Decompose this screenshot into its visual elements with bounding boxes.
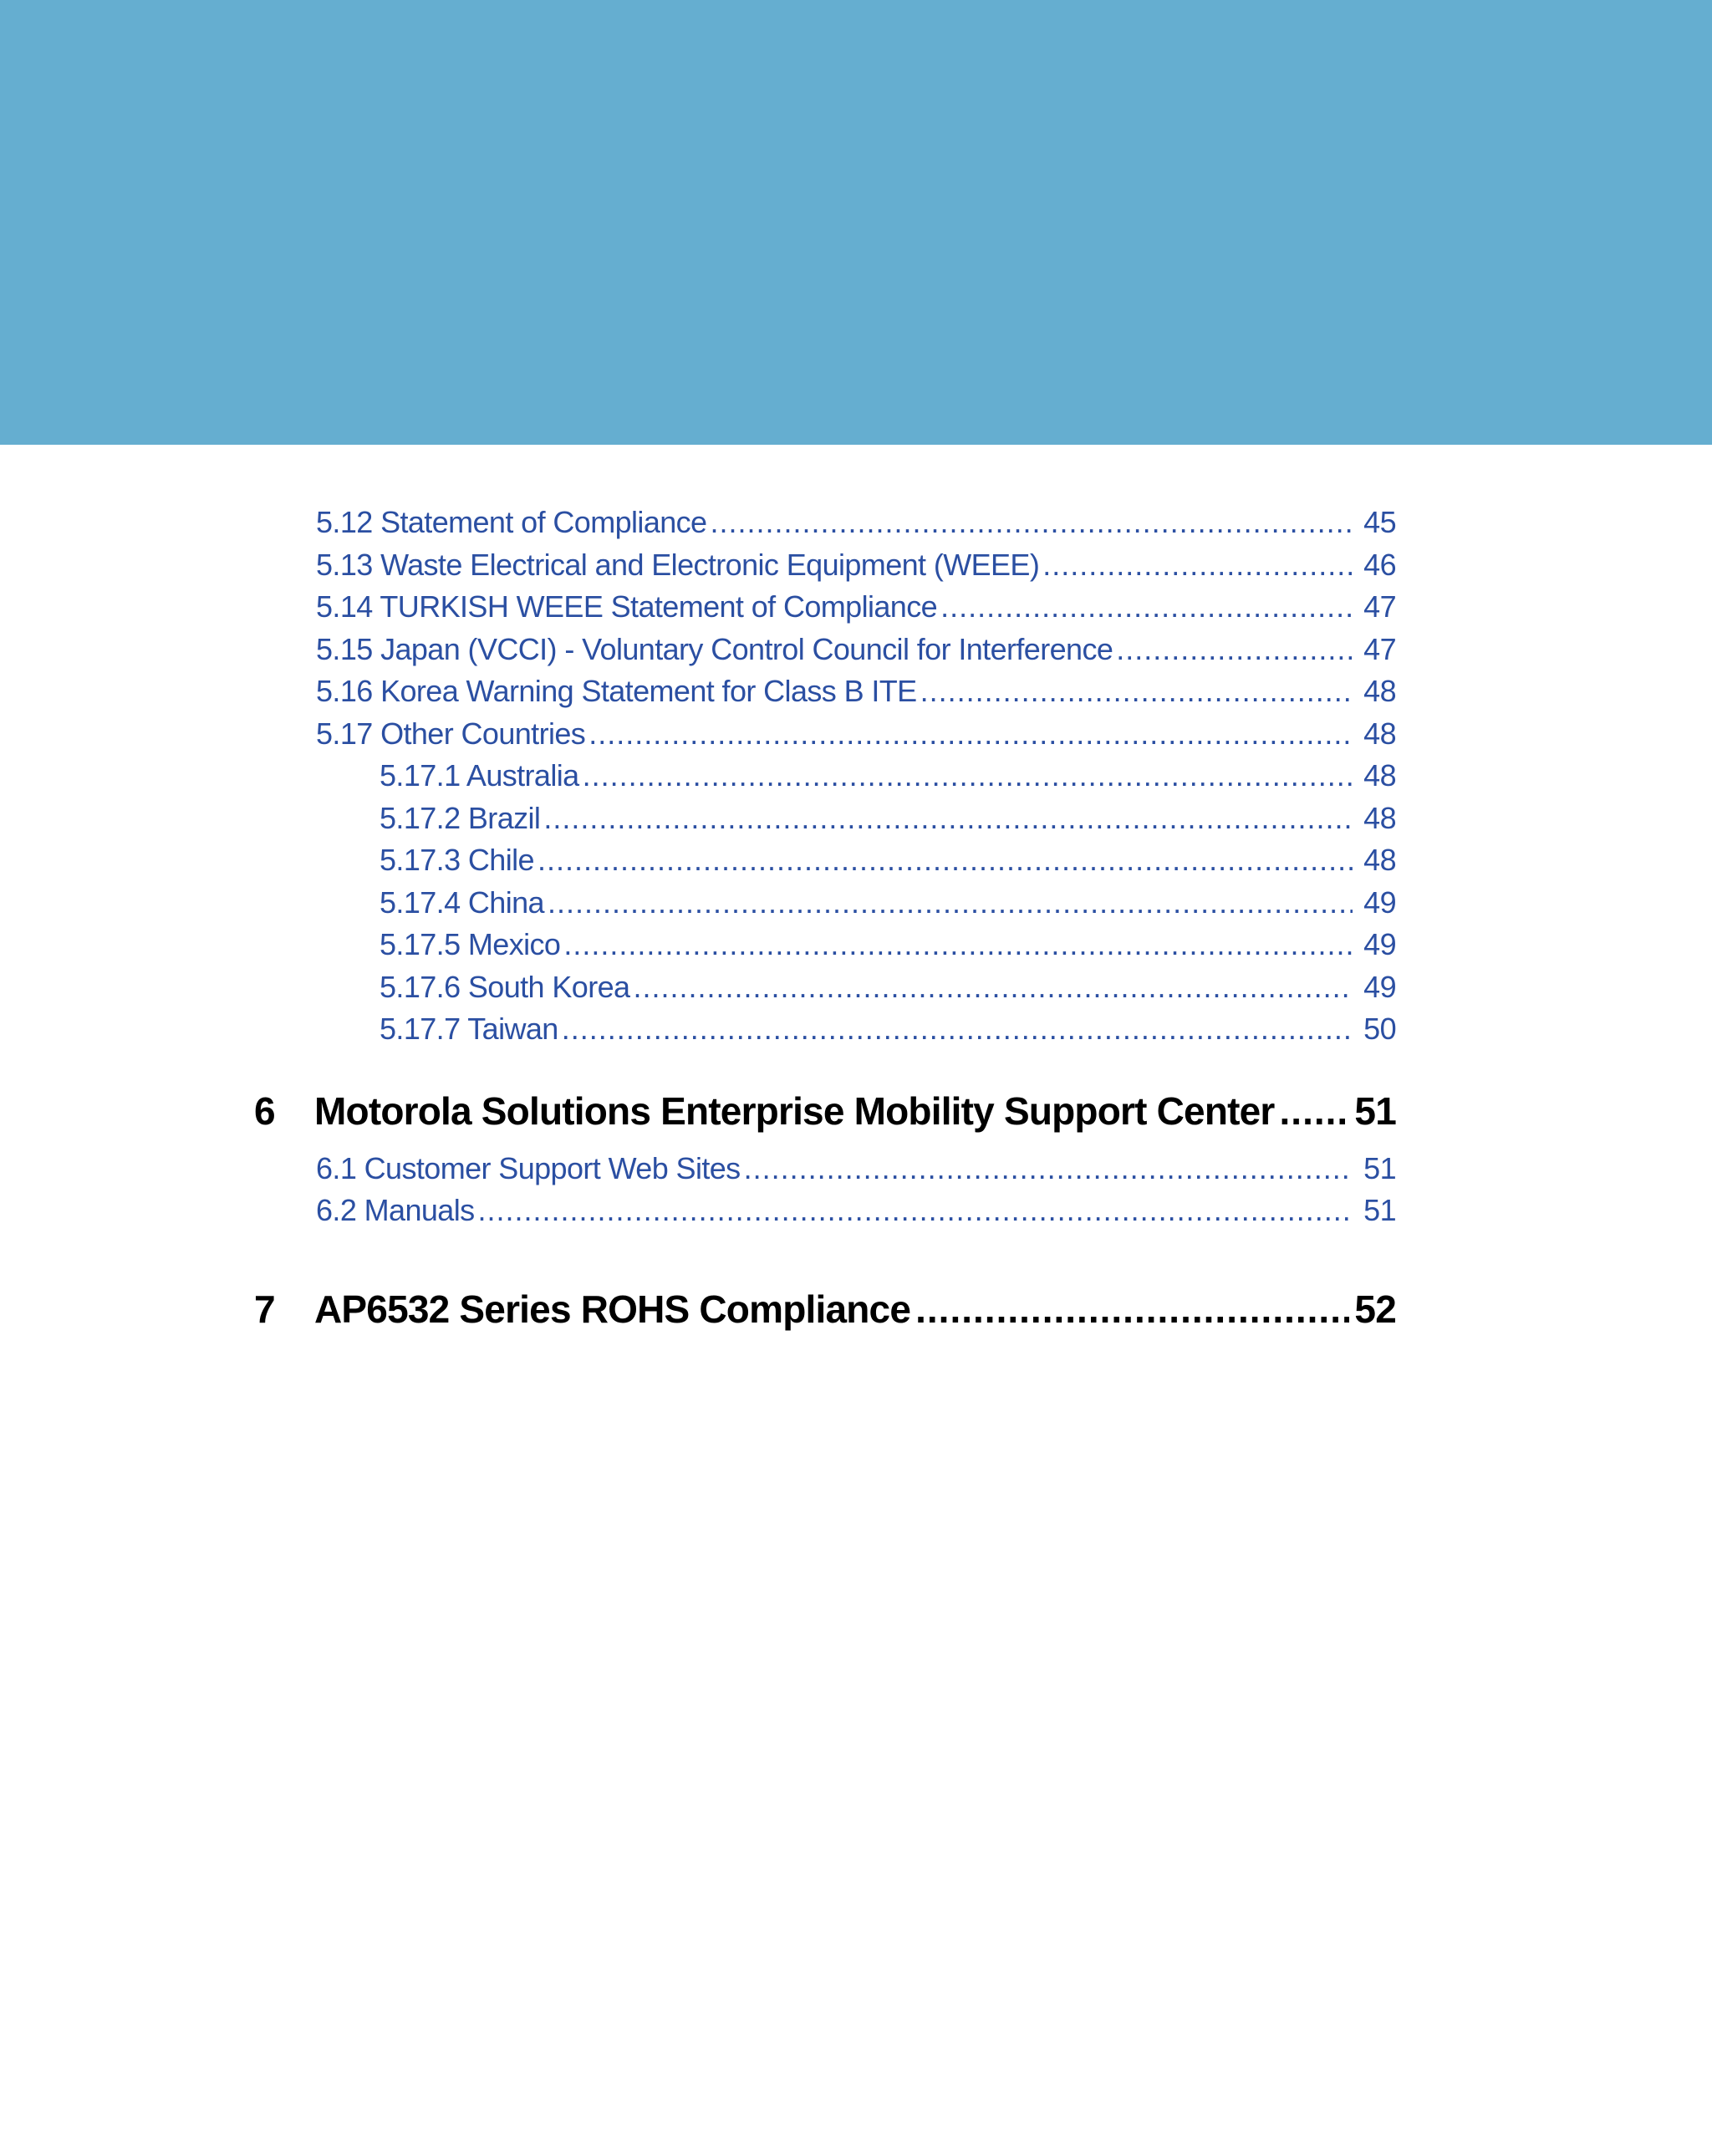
chapter-title: Motorola Solutions Enterprise Mobility Support Center (314, 1088, 1275, 1133)
dot-leader (588, 713, 1353, 756)
toc-entry-5-17[interactable] (251, 713, 1396, 756)
dot-leader (920, 670, 1353, 713)
dot-leader (562, 1008, 1353, 1051)
toc-entry-5-12[interactable] (251, 502, 1396, 544)
toc-entry-6-1[interactable] (251, 1148, 1396, 1190)
toc-entry-6-2[interactable] (251, 1190, 1396, 1232)
toc-entry-5-13[interactable] (251, 544, 1396, 587)
toc-entry-title: 5.17.2 Brazil (380, 800, 541, 835)
dot-leader (940, 586, 1353, 629)
toc-entry-5-17-2[interactable] (251, 798, 1396, 840)
toc-entry-5-17-3[interactable] (251, 839, 1396, 882)
dot-leader (548, 882, 1353, 925)
header-band (0, 0, 1712, 445)
toc-entry-page: 45 (1363, 505, 1396, 539)
chapter-number: 6 (254, 1088, 275, 1133)
dot-leader (1042, 544, 1353, 587)
chapter-number: 7 (254, 1287, 275, 1331)
dot-leader (563, 924, 1353, 966)
dot-leader (710, 502, 1353, 544)
toc-entry-title: 5.17.7 Taiwan (380, 1012, 558, 1046)
toc-chapter-7[interactable] (251, 1282, 1396, 1336)
toc-entry-title: 5.17.1 Australia (380, 758, 579, 793)
toc-chapter-6[interactable] (251, 1084, 1396, 1138)
toc-entry-page: 47 (1363, 631, 1396, 666)
toc-entry-title: 5.13 Waste Electrical and Electronic Equipment (WEEE) (316, 547, 1040, 582)
toc-entry-page: 48 (1363, 716, 1396, 751)
dot-leader (915, 1282, 1349, 1336)
toc-entry-page: 50 (1363, 1012, 1396, 1046)
dot-leader (538, 839, 1353, 882)
toc-entry-page: 49 (1363, 927, 1396, 961)
toc-entry-5-17-5[interactable] (251, 924, 1396, 966)
dot-leader (583, 755, 1353, 798)
toc-entry-5-17-4[interactable] (251, 882, 1396, 925)
dot-leader (633, 966, 1353, 1009)
toc-entry-page: 48 (1363, 800, 1396, 835)
toc-entry-5-17-6[interactable] (251, 966, 1396, 1009)
chapter-title: AP6532 Series ROHS Compliance (314, 1287, 911, 1331)
dot-leader (543, 798, 1353, 840)
chapter-page: 51 (1354, 1088, 1396, 1133)
toc-entry-title: 5.17.4 China (380, 884, 544, 920)
toc-entry-5-17-7[interactable] (251, 1008, 1396, 1051)
toc-entry-title: 5.17.5 Mexico (380, 927, 561, 961)
dot-leader (1280, 1084, 1350, 1138)
toc-entry-title: 6.1 Customer Support Web Sites (316, 1150, 741, 1185)
toc-entry-title: 5.15 Japan (VCCI) - Voluntary Control Council for Interference (316, 631, 1113, 666)
toc-entry-page: 48 (1363, 674, 1396, 708)
toc-entry-5-17-1[interactable] (251, 755, 1396, 798)
dot-leader (1116, 629, 1353, 671)
toc-entry-5-16[interactable] (251, 670, 1396, 713)
toc-entry-title: 6.2 Manuals (316, 1193, 475, 1227)
toc-entry-title: 5.16 Korea Warning Statement for Class B ITE (316, 674, 917, 708)
toc-entry-page: 48 (1363, 758, 1396, 793)
toc-entry-title: 5.17.3 Chile (380, 843, 534, 877)
toc-entry-title: 5.14 TURKISH WEEE Statement of Compliance (316, 589, 938, 624)
dot-leader (744, 1148, 1353, 1190)
chapter-page: 52 (1354, 1287, 1396, 1331)
toc-entry-page: 51 (1363, 1150, 1396, 1185)
toc-entry-page: 46 (1363, 547, 1396, 582)
toc-entry-5-15[interactable] (251, 629, 1396, 671)
toc-entry-page: 51 (1363, 1193, 1396, 1227)
toc-entry-5-14[interactable] (251, 586, 1396, 629)
toc-entry-title: 5.17 Other Countries (316, 716, 586, 751)
dot-leader (478, 1190, 1353, 1232)
toc-entry-title: 5.12 Statement of Compliance (316, 505, 707, 539)
toc-entry-page: 49 (1363, 884, 1396, 920)
table-of-contents (251, 502, 1396, 1336)
toc-entry-title: 5.17.6 South Korea (380, 969, 630, 1004)
toc-entry-page: 48 (1363, 843, 1396, 877)
toc-entry-page: 49 (1363, 969, 1396, 1004)
toc-entry-page: 47 (1363, 589, 1396, 624)
